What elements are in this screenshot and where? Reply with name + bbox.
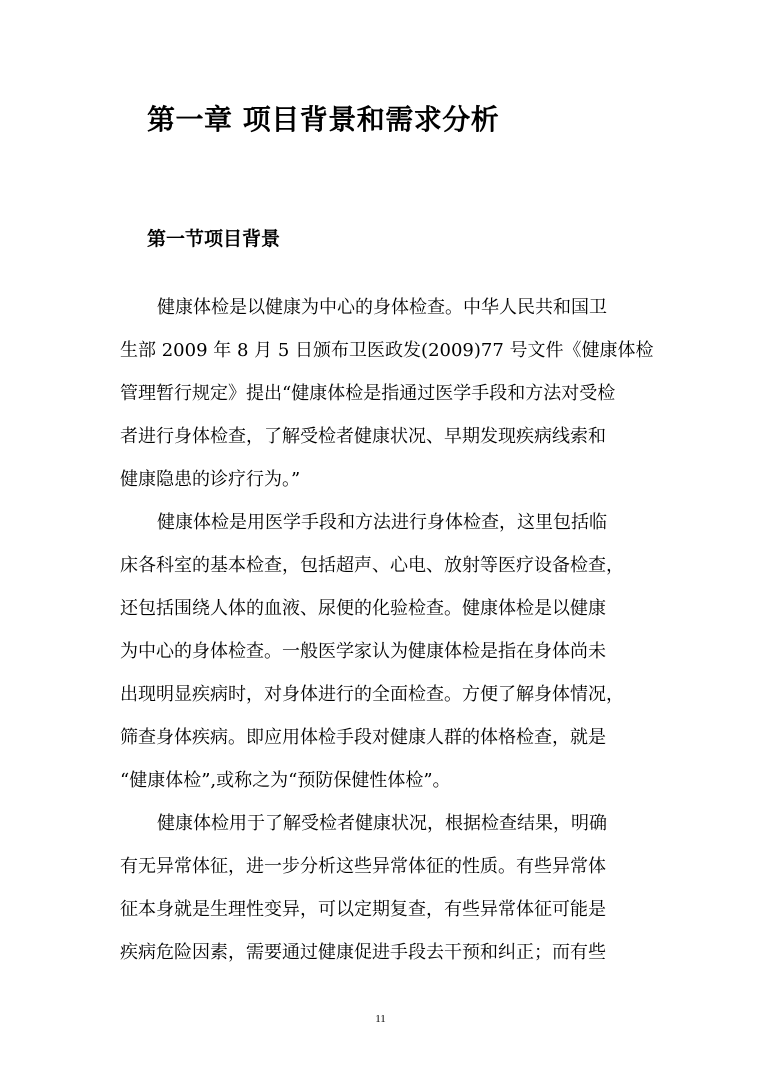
paragraph-3-line-1: 健康体检用于了解受检者健康状况，根据检查结果，明确: [157, 813, 607, 834]
paragraph-2-line-1: 健康体检是用医学手段和方法进行身体检查，这里包括临: [157, 512, 607, 533]
paragraph-1-line-1: 健康体检是以健康为中心的身体检查。中华人民共和国卫: [157, 297, 607, 318]
body-text: [120, 286, 654, 974]
chapter-title: 第一章 项目背景和需求分析: [147, 103, 500, 136]
paragraph-2-line-5: 出现明显疾病时，对身体进行的全面检查。方便了解身体情况，: [120, 684, 624, 705]
paragraph-3-line-2: 有无异常体征，进一步分析这些异常体征的性质。有些异常体: [120, 856, 606, 877]
paragraph-2-line-6: 筛查身体疾病。即应用体检手段对健康人群的体格检查，就是: [120, 727, 606, 748]
paragraph-2-line-2: 床各科室的基本检查，包括超声、心电、放射等医疗设备检查，: [120, 555, 624, 576]
page-number: 11: [375, 1013, 386, 1025]
paragraph-1-line-2: 生部 2009 年 8 月 5 日颁布卫医政发(2009)77 号文件《健康体检: [120, 340, 654, 361]
section-title: 第一节项目背景: [147, 228, 281, 250]
paragraph-2-line-4: 为中心的身体检查。一般医学家认为健康体检是指在身体尚未: [120, 641, 606, 662]
paragraph-2-line-7: “健康体检”,或称之为“预防保健性体检”。: [120, 770, 451, 791]
paragraph-1-line-3: 管理暂行规定》提出“健康体检是指通过医学手段和方法对受检: [120, 383, 616, 404]
paragraph-2-line-3: 还包括围绕人体的血液、尿便的化验检查。健康体检是以健康: [120, 598, 606, 619]
paragraph-1-line-5: 健康隐患的诊疗行为。”: [120, 469, 301, 490]
paragraph-1-line-4: 者进行身体检查，了解受检者健康状况、早期发现疾病线索和: [120, 426, 606, 447]
paragraph-3-line-3: 征本身就是生理性变异，可以定期复查，有些异常体征可能是: [120, 899, 606, 920]
paragraph-3-line-4: 疾病危险因素，需要通过健康促进手段去干预和纠正；而有些: [120, 942, 606, 963]
